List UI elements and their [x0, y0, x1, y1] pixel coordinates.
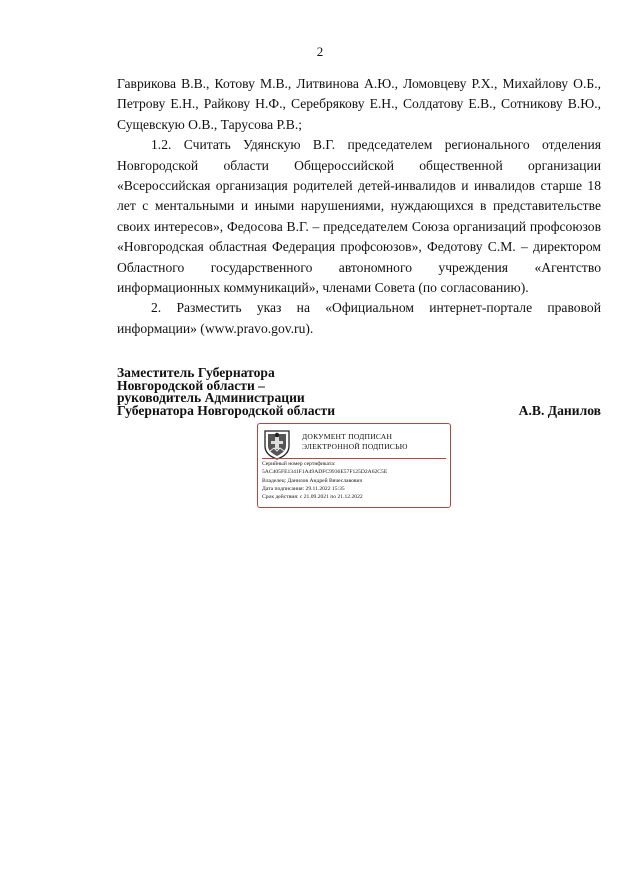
signer-title-line: Губернатора Новгородской области	[117, 402, 336, 418]
stamp-divider	[262, 458, 446, 459]
stamp-header-line: ЭЛЕКТРОННОЙ ПОДПИСЬЮ	[302, 441, 408, 451]
stamp-header-line: ДОКУМЕНТ ПОДПИСАН	[302, 432, 393, 441]
signer-title-line: Заместитель Губернатора	[117, 365, 275, 380]
certificate-serial: 5AC405FE1341F1A49ADFC9936E57F125D2A62C5E	[262, 469, 388, 476]
stamp-details	[262, 460, 448, 501]
signing-date: Дата подписания: 29.11.2022 15:35	[262, 485, 345, 492]
certificate-validity: Срок действия: с 21.09.2021 по 21.12.2022	[262, 494, 363, 501]
signer-title-line: руководитель Администрации	[117, 390, 305, 406]
document-body	[117, 74, 601, 339]
certificate-label: Серийный номер сертификата:	[262, 461, 336, 467]
certificate-owner: Владелец: Данилов Андрей Вячеславович	[262, 477, 363, 484]
signer-name: А.В. Данилов	[518, 402, 601, 418]
paragraph-item-2: 2. Разместить указ на «Официальном интернет-портале правовой информации» (www.pravo.gov.ru).	[117, 300, 601, 336]
electronic-signature-stamp	[257, 423, 451, 508]
signature-block	[117, 367, 601, 417]
paragraph-member-list: Гаврикова В.В., Котову М.В., Литвинова А.Ю., Ломовцеву Р.Х., Михайлову О.Б., Петрову Е.Н., Райкову Н.Ф., Серебрякову Е.Н., Солдатову Е.В., Сотникову В.Ю., Сущевскую О.В., Тарусова Р.В.;	[117, 76, 601, 132]
stamp-header	[302, 432, 442, 451]
signer-title-line: Новгородской области –	[117, 377, 265, 393]
paragraph-item-1-2: 1.2. Считать Удянскую В.Г. председателем регионального отделения Новгородской области Общероссийской общественной организации «Всероссийская организация родителей детей-инвалидов и инвалидов старше 18 лет с ментальными и иными нарушениями, нуждающихся в представительстве своих интересов», Федосова В.Г. – председателем Союза организаций профсоюзов «Новгородская областная Федерация профсоюзов», Федотову С.М. – директором Областного государственного автономного учреждения «Агентство информационных коммуникаций», членами Совета (по согласованию).	[117, 137, 601, 296]
coat-of-arms-icon	[262, 428, 292, 460]
page-number: 2	[316, 44, 324, 59]
